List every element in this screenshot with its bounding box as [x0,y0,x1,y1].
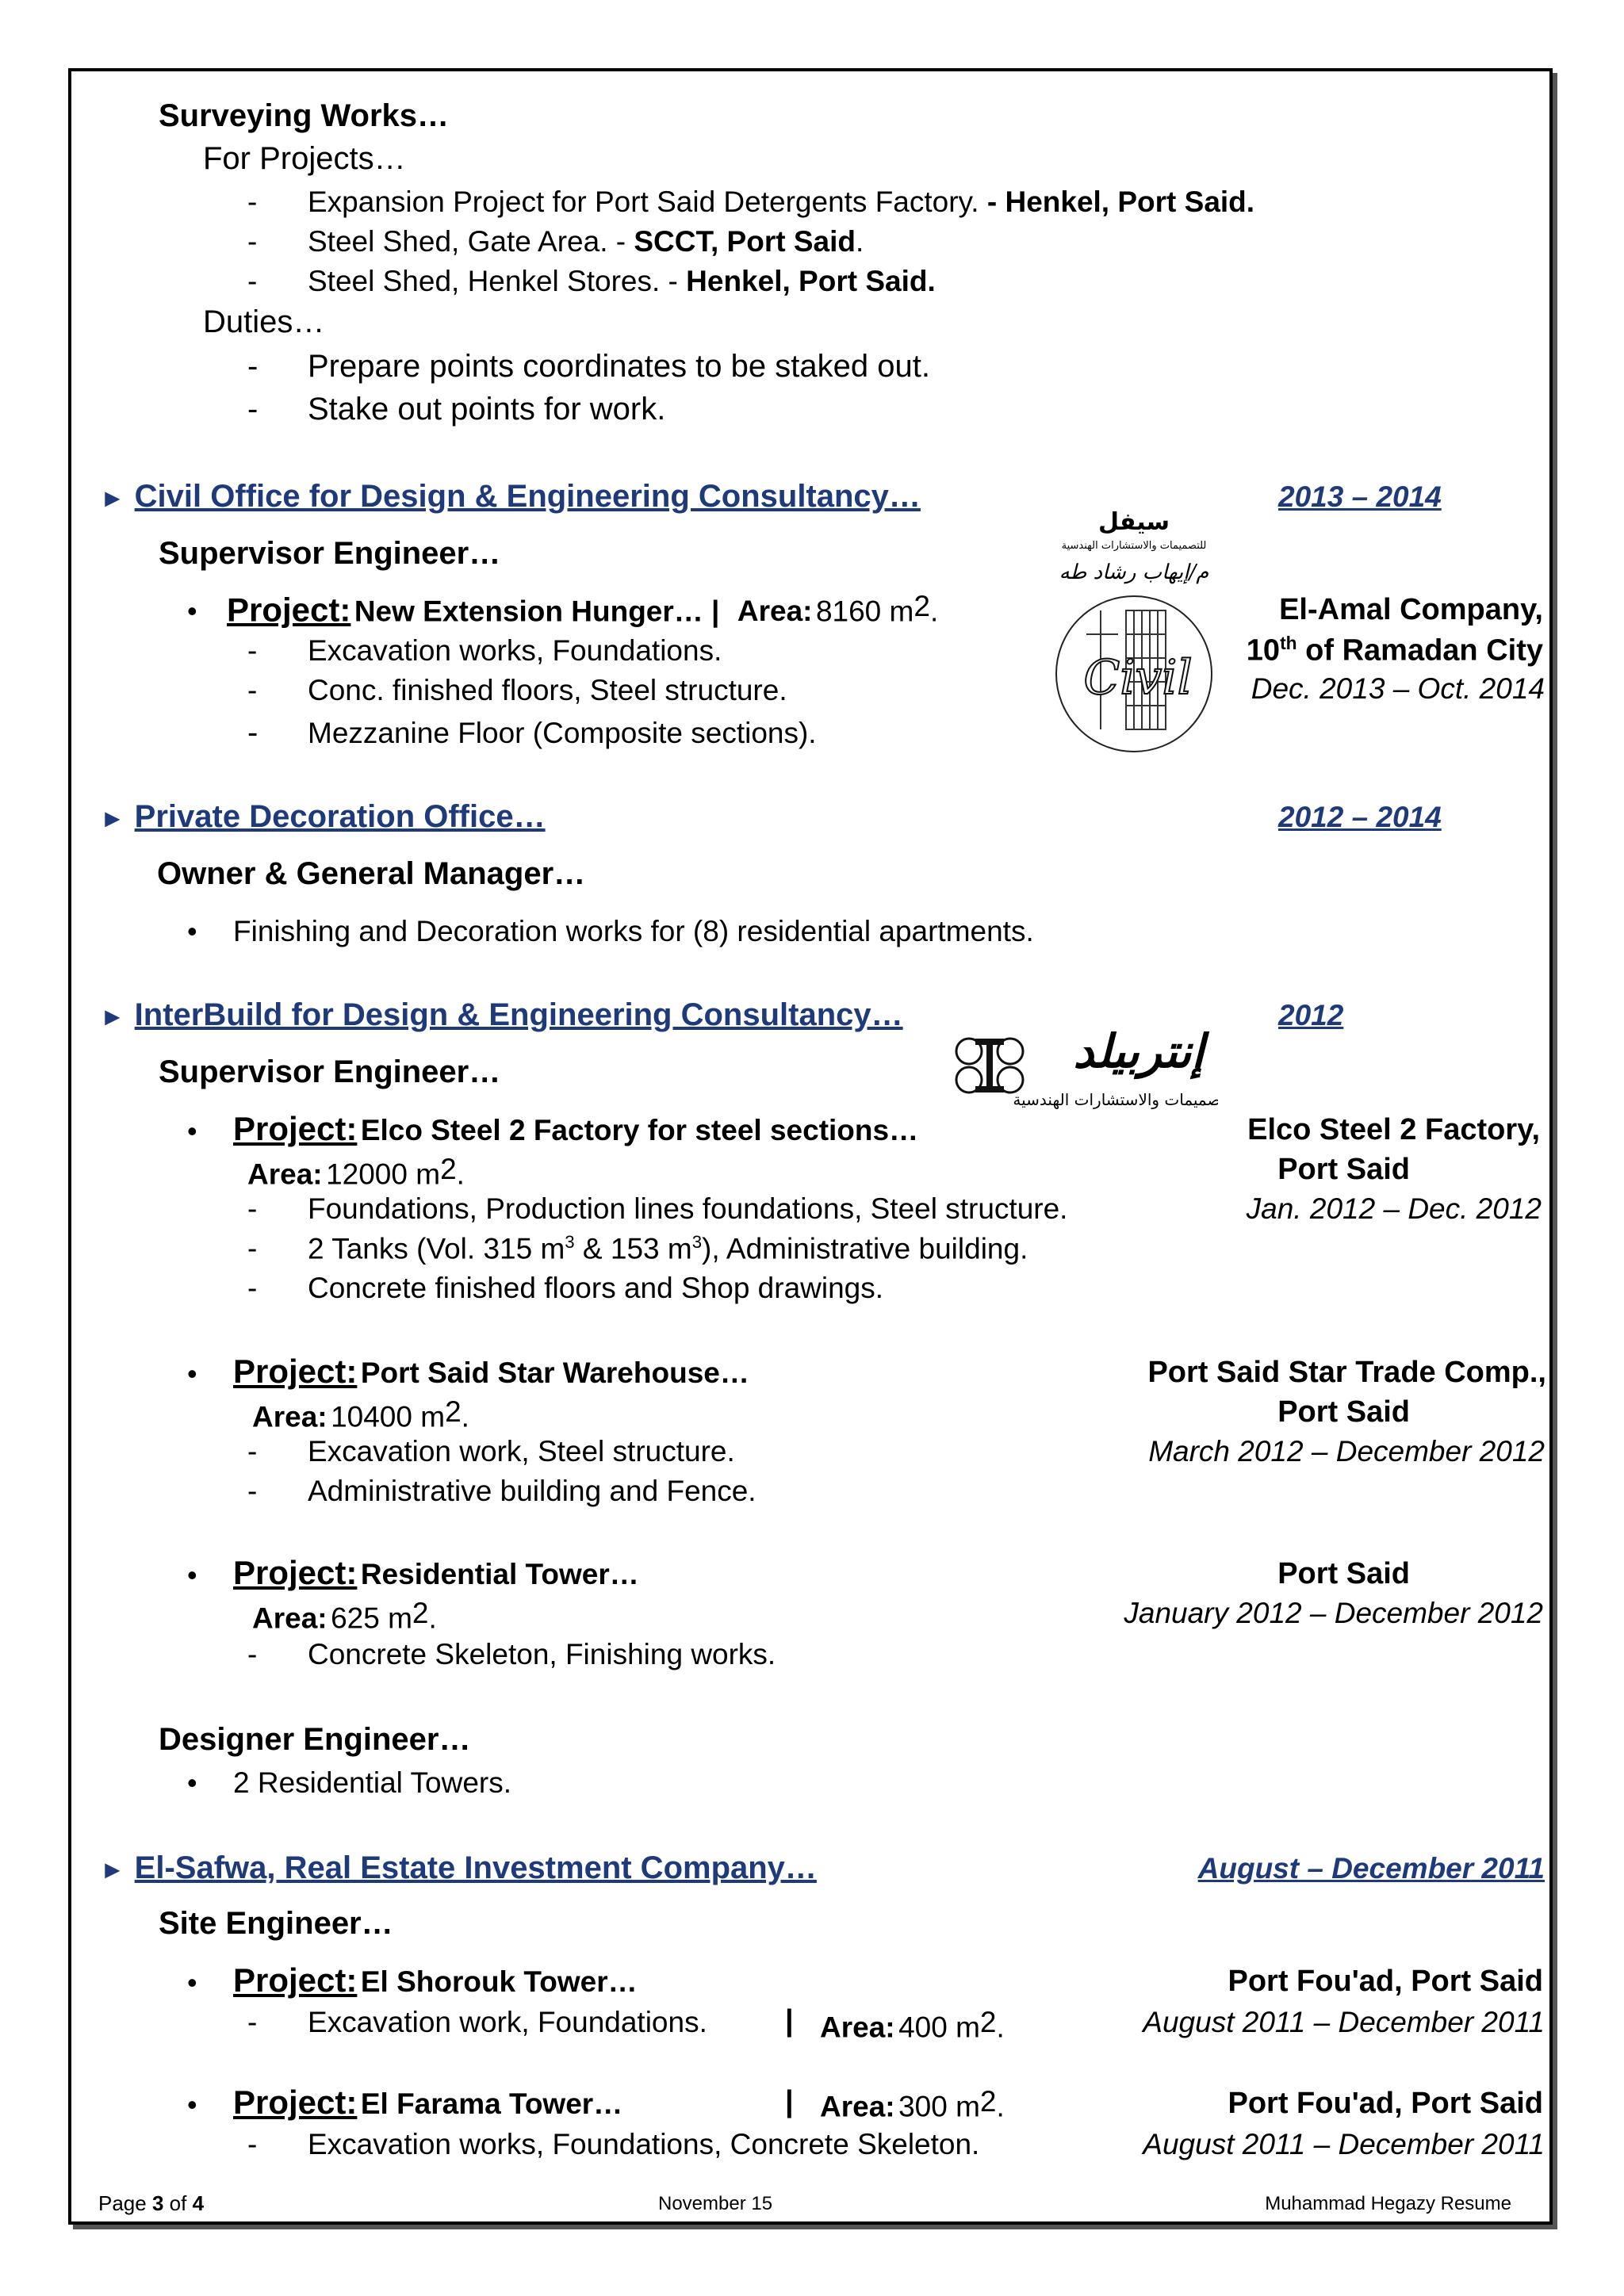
duties-label: Duties… [203,304,325,339]
interbuild-project-1-line: Project: Elco Steel 2 Factory for steel sections… [233,1110,919,1147]
dash: - [247,392,259,427]
company-name: El-Safwa, Real Estate Investment Company… [134,1850,817,1885]
company-name: Private Decoration Office… [134,799,546,834]
bullet: • [187,1115,197,1147]
safwa-role: Site Engineer… [159,1906,393,1941]
interbuild-logo [948,1012,1218,1115]
interbuild-project-1-area: Area: 12000 $m^2$. [247,1153,465,1191]
triangle-bullet-icon: ► [100,804,125,832]
interbuild-project-2-city: Port Said [1277,1395,1410,1429]
decoration-company-heading [100,799,546,835]
bullet: • [187,2088,197,2121]
triangle-bullet-icon: ► [100,1002,125,1031]
civil-company-heading [100,479,921,515]
interbuild-project-3-client: Port Said [1277,1557,1410,1590]
interbuild-project-2-period: March 2012 – December 2012 [1148,1435,1545,1468]
interbuild-project-1-client: Elco Steel 2 Factory, [1247,1113,1540,1146]
safwa-project-2-line: Project: El Farama Tower… [233,2084,623,2121]
for-projects-label: For Projects… [203,141,406,176]
svg-text:إنتربيلد: إنتربيلد [1073,1024,1205,1078]
pipe: | [785,2085,794,2118]
svg-text:للتصميمات والاستشارات الهندسية: للتصميمات والاستشارات الهندسية [1061,540,1207,552]
civil-task: Excavation works, Foundations. [308,634,722,667]
dash: - [247,1638,258,1670]
bullet: • [187,915,197,947]
bullet: • [187,1766,197,1799]
interbuild-project-1-tanks: 2 Tanks (Vol. 315 $m^3$ & 153 $m^3$), Administrative building. [308,1232,1028,1265]
civil-period: Dec. 2013 – Oct. 2014 [1251,672,1545,705]
pipe: | [785,2004,794,2038]
triangle-bullet-icon: ► [100,484,125,512]
svg-text:Civil: Civil [1083,650,1193,706]
interbuild-project-1-city: Port Said [1277,1153,1410,1186]
bullet: • [187,1357,197,1390]
survey-project-2: Steel Shed, Gate Area. - SCCT, Port Said. [308,225,864,258]
svg-text:سيفل: سيفل [1097,508,1170,536]
duty-item: Prepare points coordinates to be staked out. [308,349,930,384]
bullet: • [187,595,197,627]
interbuild-project-1-task: Concrete finished floors and Shop drawings. [308,1272,884,1304]
civil-task: Conc. finished floors, Steel structure. [308,674,787,706]
svg-text:م/إيهاب رشاد طه: م/إيهاب رشاد طه [1059,561,1209,584]
decoration-role: Owner & General Manager… [157,856,586,891]
footer-page-number: Page 3 of 4 [98,2191,205,2215]
safwa-project-2-client: Port Fou'ad, Port Said [1228,2087,1543,2120]
footer-date: November 15 [658,2193,773,2214]
decoration-item: Finishing and Decoration works for (8) residential apartments. [233,915,1034,947]
civil-logo-graphic [1007,507,1261,761]
civil-project-line: Project: New Extension Hunger… | Area: 8160 $m^2$. [227,590,939,629]
safwa-project-1-task: Excavation work, Foundations. [308,2006,707,2038]
bullet: • [187,1966,197,1999]
dash: - [247,265,258,297]
safwa-company-heading [100,1850,817,1886]
interbuild-project-2-client: Port Said Star Trade Comp., [1147,1356,1546,1389]
dash: - [247,1192,258,1225]
bullet: • [187,1559,197,1591]
civil-client-1: El-Amal Company, [1279,593,1543,626]
interbuild-project-3-task: Concrete Skeleton, Finishing works. [308,1638,776,1670]
civil-task: Mezzanine Floor (Composite sections). [308,717,817,749]
interbuild-project-1-period: Jan. 2012 – Dec. 2012 [1246,1192,1542,1225]
interbuild-role: Supervisor Engineer… [159,1054,501,1089]
dash: - [247,349,259,384]
safwa-project-2-task: Excavation works, Foundations, Concrete Skeleton. [308,2128,980,2160]
interbuild-project-2-area: Area: 10400 $m^2$. [252,1395,469,1433]
civil-logo [1007,507,1261,761]
designer-item: 2 Residential Towers. [233,1766,511,1799]
interbuild-project-1-task: Foundations, Production lines foundations, Steel structure. [308,1192,1068,1225]
dash: - [247,1475,258,1507]
dash: - [247,2006,258,2038]
civil-role: Supervisor Engineer… [159,536,501,571]
dash: - [247,715,259,750]
dash: - [247,1435,258,1468]
interbuild-project-2-task: Administrative building and Fence. [308,1475,756,1507]
decoration-date: 2012 – 2014 [1278,801,1442,833]
interbuild-logo-graphic [948,1012,1218,1115]
dash: - [247,225,258,258]
footer-name: Muhammad Hegazy Resume [1265,2193,1511,2214]
safwa-project-1-period: August 2011 – December 2011 [1143,2006,1545,2038]
dash: - [247,2128,258,2160]
dash: - [247,1272,258,1304]
dash: - [247,1232,258,1265]
interbuild-date: 2012 [1278,999,1344,1031]
safwa-project-1-area: Area: 400 $m^2$. [820,2006,1005,2044]
interbuild-project-2-task: Excavation work, Steel structure. [308,1435,735,1468]
company-name: Civil Office for Design & Engineering Consultancy… [134,479,921,514]
interbuild-project-3-line: Project: Residential Tower… [233,1554,639,1591]
designer-role: Designer Engineer… [159,1722,471,1757]
safwa-project-2-period: August 2011 – December 2011 [1143,2128,1545,2160]
dash: - [247,186,258,218]
company-name: InterBuild for Design & Engineering Consultancy… [134,997,903,1032]
safwa-date: August – December 2011 [1197,1852,1545,1885]
svg-text:للتصميمات والاستشارات الهندسية: للتصميمات والاستشارات الهندسية [1013,1090,1218,1109]
safwa-project-1-line: Project: El Shorouk Tower… [233,1961,638,1999]
duty-item: Stake out points for work. [308,392,666,427]
interbuild-company-heading [100,997,903,1033]
interbuild-project-3-area: Area: 625 $m^2$. [252,1597,437,1635]
surveying-title: Surveying Works… [159,98,450,133]
safwa-project-1-client: Port Fou'ad, Port Said [1228,1965,1543,1998]
survey-project-1: Expansion Project for Port Said Detergents Factory. - Henkel, Port Said. [308,186,1255,218]
safwa-project-2-area: Area: 300 $m^2$. [820,2085,1005,2123]
interbuild-project-3-period: January 2012 – December 2012 [1124,1597,1543,1629]
survey-project-3: Steel Shed, Henkel Stores. - Henkel, Port Said. [308,265,936,297]
interbuild-project-2-line: Project: Port Said Star Warehouse… [233,1353,749,1390]
dash: - [247,674,258,706]
civil-date: 2013 – 2014 [1278,480,1442,513]
dash: - [247,634,258,667]
civil-client-2: 10th of Ramadan City [1246,633,1543,668]
triangle-bullet-icon: ► [100,1855,125,1884]
